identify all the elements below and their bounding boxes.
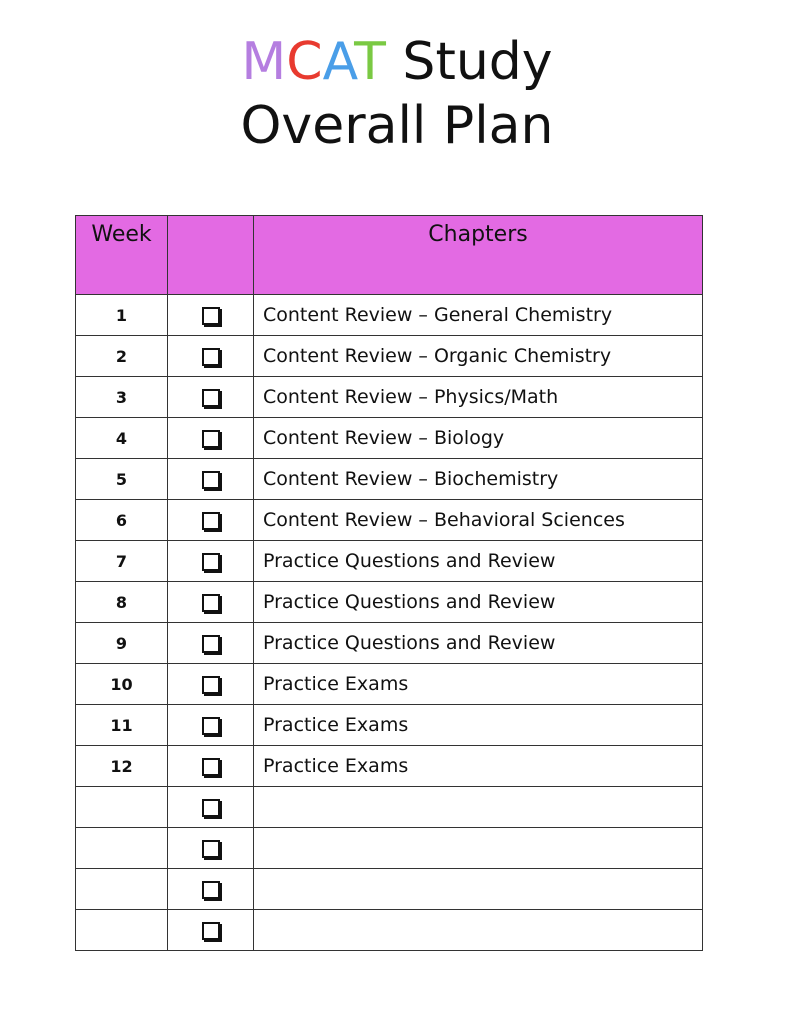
checkbox-icon[interactable] (202, 307, 220, 325)
table-row (76, 869, 703, 910)
chapter-text: Content Review – Biochemistry (254, 459, 703, 500)
checkbox-icon[interactable] (202, 635, 220, 653)
week-number: 7 (76, 541, 168, 582)
checkbox-cell (168, 705, 254, 746)
checkbox-cell (168, 500, 254, 541)
chapter-text: Practice Questions and Review (254, 541, 703, 582)
checkbox-icon[interactable] (202, 594, 220, 612)
chapter-text: Practice Exams (254, 664, 703, 705)
week-number: 4 (76, 418, 168, 459)
table-row (76, 295, 703, 336)
table-header-row (76, 216, 703, 295)
table-row (76, 541, 703, 582)
title-letter-a: A (322, 32, 355, 92)
chapter-text (254, 910, 703, 951)
checkbox-icon[interactable] (202, 717, 220, 735)
checkbox-cell (168, 664, 254, 705)
table-row (76, 377, 703, 418)
checkbox-icon[interactable] (202, 553, 220, 571)
checkbox-cell (168, 459, 254, 500)
week-number: 1 (76, 295, 168, 336)
chapter-text: Practice Questions and Review (254, 623, 703, 664)
week-number (76, 828, 168, 869)
table-row (76, 623, 703, 664)
week-number: 2 (76, 336, 168, 377)
week-number: 8 (76, 582, 168, 623)
title-line-2: Overall Plan (240, 96, 554, 156)
week-number: 3 (76, 377, 168, 418)
checkbox-cell (168, 623, 254, 664)
checkbox-cell (168, 828, 254, 869)
title-study: Study (385, 32, 553, 92)
table-row (76, 910, 703, 951)
chapter-text: Practice Exams (254, 746, 703, 787)
week-number: 10 (76, 664, 168, 705)
checkbox-icon[interactable] (202, 922, 220, 940)
table-row (76, 746, 703, 787)
checkbox-icon[interactable] (202, 758, 220, 776)
week-number (76, 869, 168, 910)
chapter-text (254, 787, 703, 828)
checkbox-cell (168, 746, 254, 787)
week-number: 6 (76, 500, 168, 541)
table-row (76, 828, 703, 869)
table-row (76, 664, 703, 705)
week-number (76, 910, 168, 951)
table-row (76, 582, 703, 623)
chapter-text: Content Review – Behavioral Sciences (254, 500, 703, 541)
study-plan-table (75, 215, 703, 951)
checkbox-cell (168, 787, 254, 828)
title-letter-m: M (241, 32, 287, 92)
chapter-text: Practice Questions and Review (254, 582, 703, 623)
checkbox-icon[interactable] (202, 676, 220, 694)
header-week: Week (76, 216, 168, 295)
header-chapters: Chapters (254, 216, 703, 295)
checkbox-cell (168, 418, 254, 459)
checkbox-icon[interactable] (202, 430, 220, 448)
table-row (76, 787, 703, 828)
checkbox-icon[interactable] (202, 471, 220, 489)
title-letter-c: C (286, 32, 323, 92)
chapter-text (254, 828, 703, 869)
checkbox-icon[interactable] (202, 389, 220, 407)
week-number: 5 (76, 459, 168, 500)
checkbox-cell (168, 582, 254, 623)
checkbox-cell (168, 295, 254, 336)
checkbox-icon[interactable] (202, 348, 220, 366)
chapter-text (254, 869, 703, 910)
checkbox-cell (168, 336, 254, 377)
table-row (76, 500, 703, 541)
title-letter-t: T (354, 32, 386, 92)
table-row (76, 418, 703, 459)
checkbox-cell (168, 541, 254, 582)
checkbox-icon[interactable] (202, 512, 220, 530)
chapter-text: Content Review – Biology (254, 418, 703, 459)
checkbox-cell (168, 910, 254, 951)
week-number: 12 (76, 746, 168, 787)
chapter-text: Content Review – Physics/Math (254, 377, 703, 418)
header-check (168, 216, 254, 295)
checkbox-icon[interactable] (202, 881, 220, 899)
week-number (76, 787, 168, 828)
checkbox-icon[interactable] (202, 799, 220, 817)
chapter-text: Content Review – General Chemistry (254, 295, 703, 336)
table-body (76, 295, 703, 951)
title-line-1 (0, 30, 794, 94)
chapter-text: Practice Exams (254, 705, 703, 746)
checkbox-icon[interactable] (202, 840, 220, 858)
table-row (76, 336, 703, 377)
week-number: 11 (76, 705, 168, 746)
checkbox-cell (168, 377, 254, 418)
checkbox-cell (168, 869, 254, 910)
table-row (76, 459, 703, 500)
chapter-text: Content Review – Organic Chemistry (254, 336, 703, 377)
page-title (0, 30, 794, 158)
table-row (76, 705, 703, 746)
week-number: 9 (76, 623, 168, 664)
